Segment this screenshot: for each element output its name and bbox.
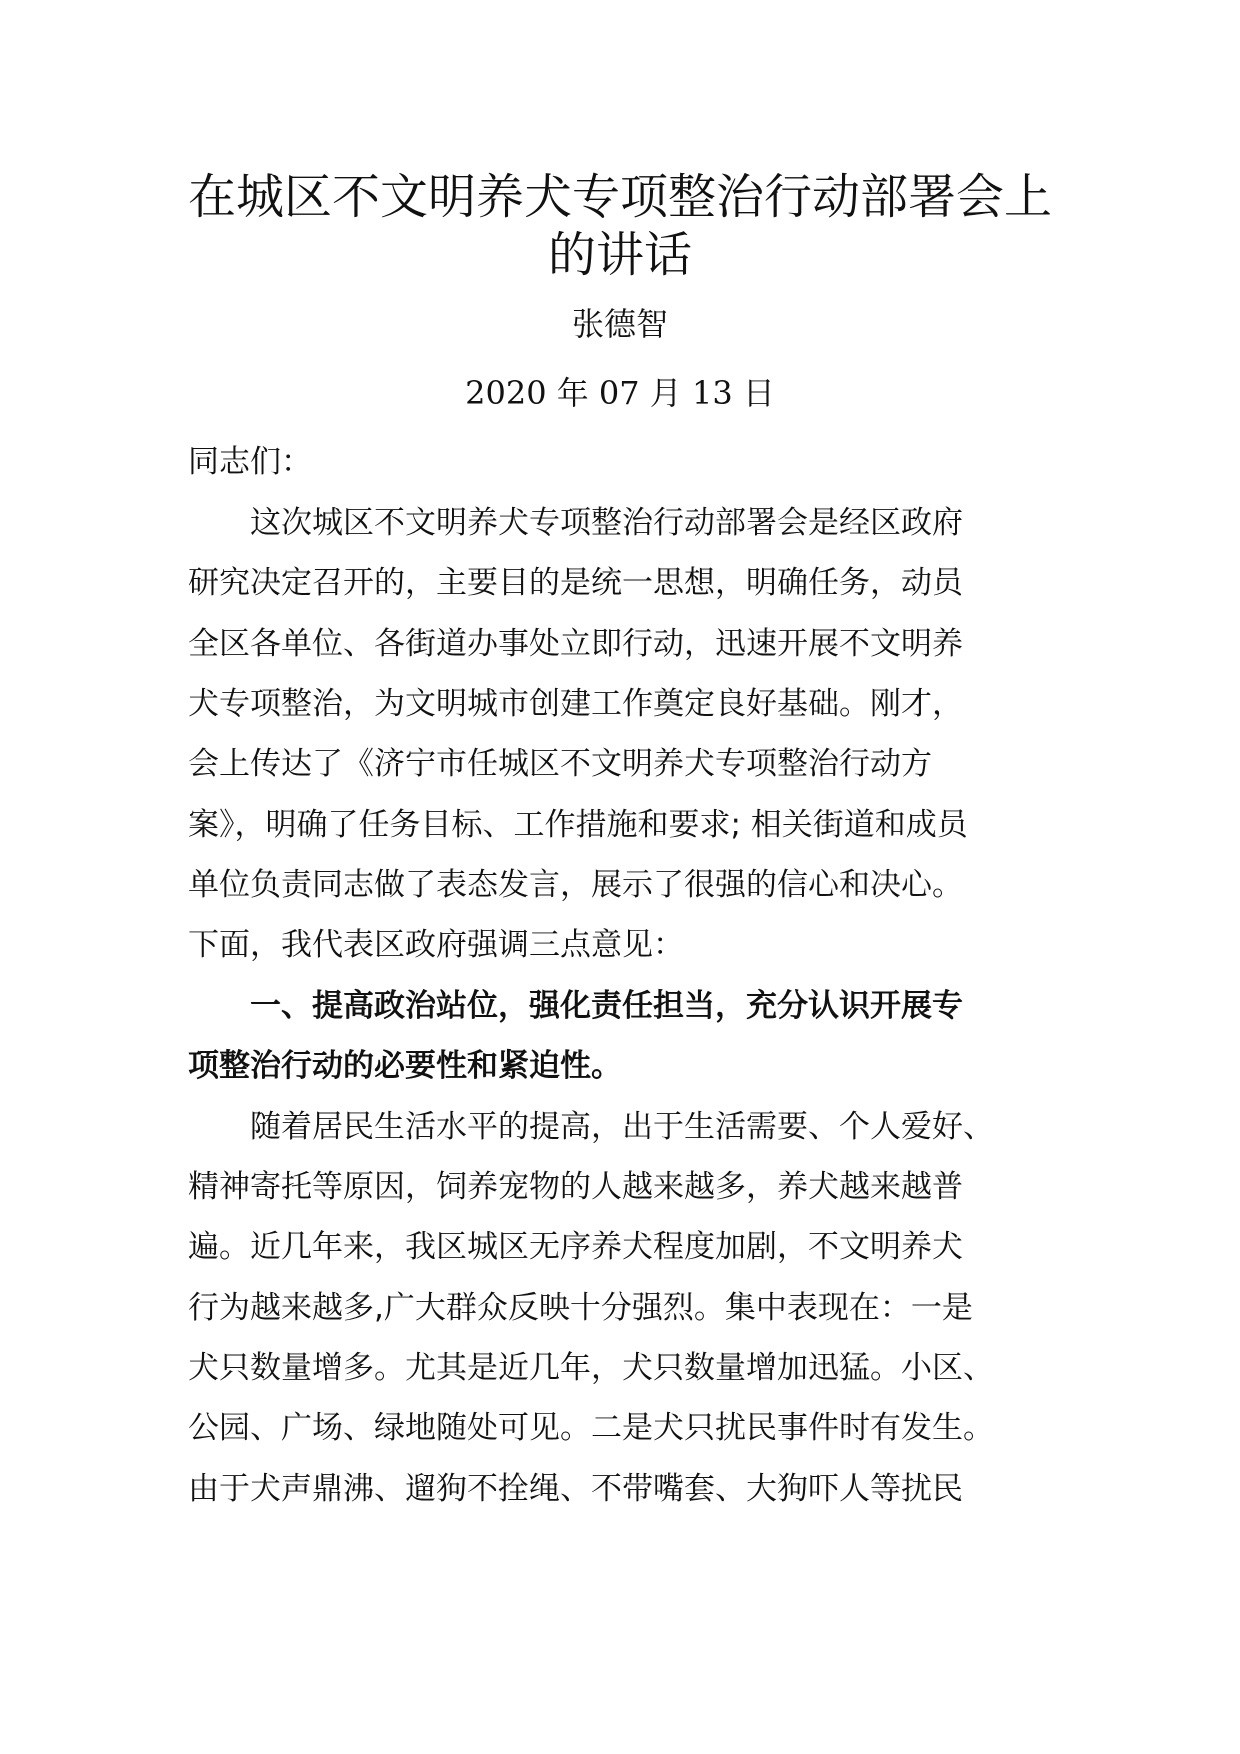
author-name: 张德智 xyxy=(571,305,668,343)
paragraph-line: 遍。近几年来，我区城区无序养犬程度加剧，不文明养犬 xyxy=(188,1229,963,1265)
paragraph-line: 公园、广场、绿地随处可见。二是犬只扰民事件时有发生。 xyxy=(188,1410,994,1446)
paragraph-line: 由于犬声鼎沸、遛狗不拴绳、不带嘴套、大狗吓人等扰民 xyxy=(188,1471,963,1507)
paragraph-line: 案》，明确了任务目标、工作措施和要求; 相关街道和成员 xyxy=(188,807,968,843)
paragraph-line: 全区各单位、各街道办事处立即行动，迅速开展不文明养 xyxy=(188,626,963,662)
paragraph-line: 犬专项整治，为文明城市创建工作奠定良好基础。刚才， xyxy=(188,686,963,722)
paragraph-line: 会上传达了《济宁市任城区不文明养犬专项整治行动方 xyxy=(188,746,932,782)
speech-date: 2020 年 07 月 13 日 xyxy=(465,374,775,412)
title-line-1: 在城区不文明养犬专项整治行动部署会上 xyxy=(187,169,1052,225)
paragraph-line: 犬只数量增多。尤其是近几年，犬只数量增加迅猛。小区、 xyxy=(188,1350,994,1386)
paragraph-line: 行为越来越多,广大群众反映十分强烈。集中表现在：一是 xyxy=(188,1290,973,1326)
paragraph-line: 精神寄托等原因，饲养宠物的人越来越多，养犬越来越普 xyxy=(188,1169,963,1205)
section-heading-line: 一、提高政治站位，强化责任担当，充分认识开展专 xyxy=(188,988,963,1024)
paragraph-line: 研究决定召开的，主要目的是统一思想，明确任务，动员 xyxy=(188,565,963,601)
paragraph-line: 随着居民生活水平的提高，出于生活需要、个人爱好、 xyxy=(188,1109,994,1145)
title-line-2: 的讲话 xyxy=(547,227,692,283)
paragraph-line: 单位负责同志做了表态发言，展示了很强的信心和决心。 xyxy=(188,867,963,903)
document-title xyxy=(150,168,1090,284)
salutation: 同志们： xyxy=(188,444,312,480)
section-heading-line: 项整治行动的必要性和紧迫性。 xyxy=(188,1048,622,1084)
paragraph-line: 下面，我代表区政府强调三点意见： xyxy=(188,927,684,963)
paragraph-line: 这次城区不文明养犬专项整治行动部署会是经区政府 xyxy=(188,505,963,541)
